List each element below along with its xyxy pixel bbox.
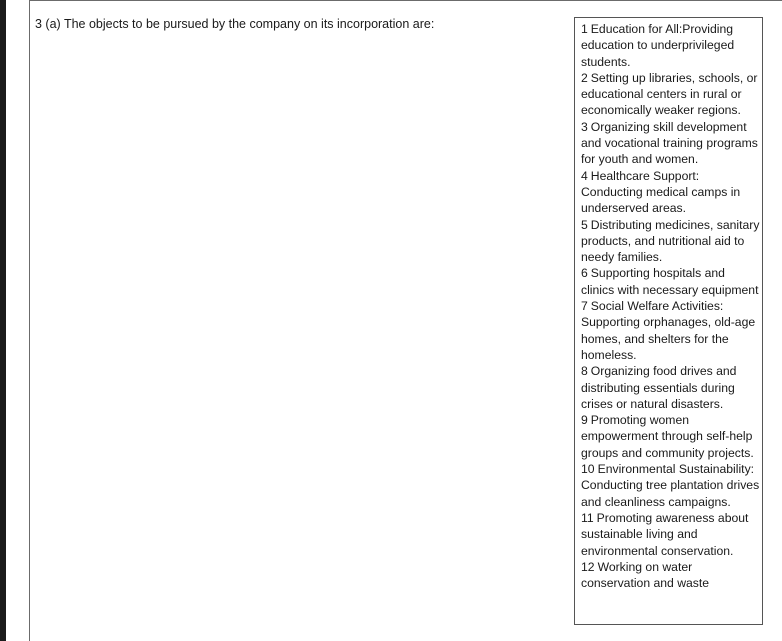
object-number: 2 — [581, 70, 588, 85]
object-item-1 — [581, 21, 760, 70]
objects-box — [574, 17, 763, 625]
object-item-8 — [581, 363, 760, 412]
object-item-2 — [581, 70, 760, 119]
object-number: 1 — [581, 22, 588, 36]
object-text: Supporting hospitals and clinics with necessary equipment — [581, 266, 759, 297]
object-item-7 — [581, 298, 760, 363]
object-number: 7 — [581, 299, 588, 314]
object-text: Organizing food drives and distributing essentials during crises or natural disasters. — [581, 364, 737, 411]
object-item-5 — [581, 217, 760, 266]
object-number: 9 — [581, 413, 588, 428]
object-text: Environmental Sustainability: Conducting tree plantation drives and cleanliness campaigns. — [581, 462, 760, 509]
object-text: Setting up libraries, schools, or educational centers in rural or economically weaker regions. — [581, 70, 758, 118]
object-item-11 — [581, 510, 760, 559]
object-number: 11 — [581, 510, 594, 525]
object-item-12 — [581, 559, 760, 592]
object-text: Healthcare Support: Conducting medical camps in underserved areas. — [581, 168, 741, 216]
objects-list — [581, 21, 760, 591]
object-text: Organizing skill development and vocational training programs for youth and women. — [581, 119, 758, 167]
object-text: Promoting women empowerment through self-help groups and community projects. — [581, 413, 754, 460]
object-text: Distributing medicines, sanitary products, and nutritional aid to needy families. — [581, 217, 760, 265]
question-heading: 3 (a) The objects to be pursued by the company on its incorporation are: — [35, 17, 435, 31]
object-number: 12 — [581, 559, 595, 574]
object-number: 8 — [581, 364, 588, 379]
object-item-10 — [581, 461, 760, 510]
object-number: 5 — [581, 217, 588, 232]
left-edge-bar — [0, 0, 6, 641]
object-text: Promoting awareness about sustainable living and environmental conservation. — [581, 510, 749, 558]
object-number: 4 — [581, 168, 588, 183]
object-item-9 — [581, 412, 760, 461]
object-number: 3 — [581, 119, 588, 134]
object-item-3 — [581, 119, 760, 168]
object-number: 6 — [581, 266, 588, 281]
object-number: 10 — [581, 462, 595, 477]
object-item-4 — [581, 168, 760, 217]
object-text: Working on water conservation and waste — [581, 559, 710, 591]
object-text: Social Welfare Activities: Supporting orphanages, old-age homes, and shelters for the homeless. — [581, 299, 756, 362]
object-item-6 — [581, 265, 760, 298]
object-text: Education for All:Providing education to underprivileged students. — [581, 22, 735, 69]
